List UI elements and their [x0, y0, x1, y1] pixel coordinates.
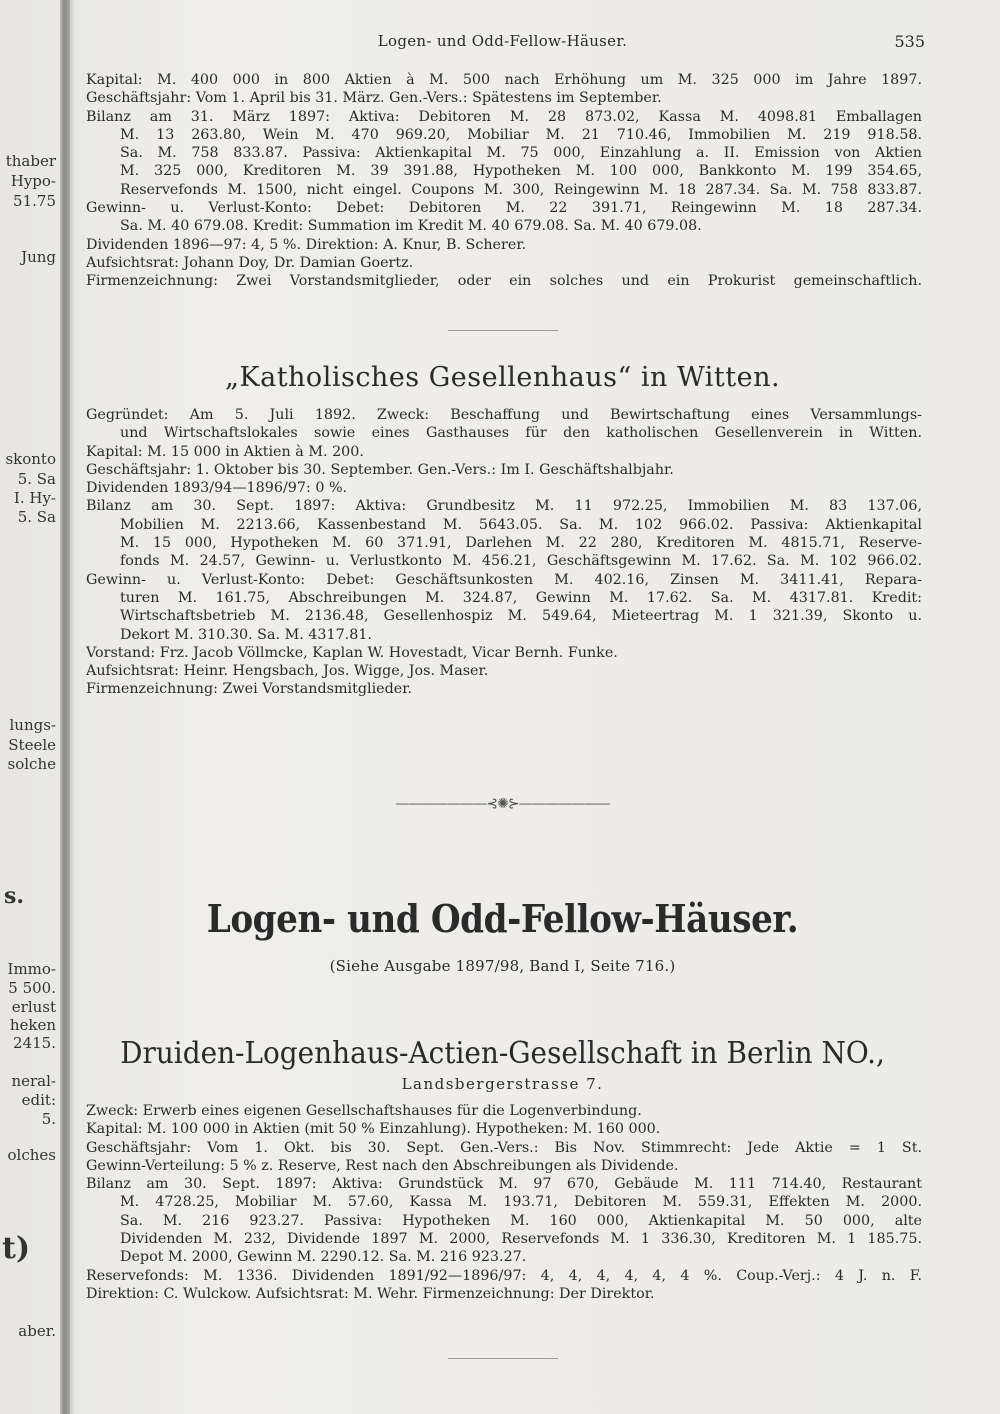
- text-line: Direktion: C. Wulckow. Aufsichtsrat: M. Wehr. Firmenzeichnung: Der Direktor.: [86, 1285, 655, 1302]
- book-gutter-shadow: [60, 0, 70, 1414]
- text-line: Dividenden 1893/94—1896/97: 0 %.: [86, 480, 348, 497]
- margin-fragment: erlust: [11, 998, 56, 1016]
- text-line: Depot M. 2000, Gewinn M. 2290.12. Sa. M. 216 923.27.: [120, 1249, 527, 1266]
- text-line: M. 325 000, Kreditoren M. 39 391.88, Hypotheken M. 100 000, Bankkonto M. 199 354.65,: [120, 163, 922, 180]
- text-line: Gewinn- u. Verlust-Konto: Debet: Geschäftsunkosten M. 402.16, Zinsen M. 3411.41, Repara-: [86, 571, 922, 588]
- margin-fragment: heken: [9, 1016, 56, 1034]
- text-line: Geschäftsjahr: Vom 1. Okt. bis 30. Sept. Gen.-Vers.: Bis Nov. Stimmrecht: Jede Aktie = 1 St.: [86, 1139, 922, 1156]
- text-line: Firmenzeichnung: Zwei Vorstandsmitglieder.: [86, 681, 413, 698]
- ornament-divider: ———————⊰✺⊱———————: [395, 796, 610, 812]
- margin-fragment: 2415.: [13, 1034, 56, 1052]
- text-line: Gegründet: Am 5. Juli 1892. Zweck: Beschaffung und Bewirtschaftung eines Versammlungs-: [86, 407, 922, 423]
- text-line: Firmenzeichnung: Zwei Vorstandsmitglieder, oder ein solches und ein Prokurist gemeinschaftlich.: [86, 273, 922, 290]
- margin-fragment: t): [2, 1231, 31, 1266]
- text-line: Sa. M. 216 923.27. Passiva: Hypotheken M. 160 000, Aktienkapital M. 50 000, alte: [120, 1212, 922, 1229]
- text-line: Geschäftsjahr: Vom 1. April bis 31. März. Gen.-Vers.: Spätestens im September.: [86, 90, 662, 107]
- text-line: Gewinn-Verteilung: 5 % z. Reserve, Rest nach den Abschreibungen als Dividende.: [86, 1157, 679, 1174]
- adjacent-page-fragment: [0, 0, 62, 1414]
- margin-fragment: lungs-: [9, 716, 56, 734]
- text-line: Vorstand: Frz. Jacob Völlmcke, Kaplan W. Hovestadt, Vicar Bernh. Funke.: [86, 644, 618, 661]
- text-line: Reservefonds M. 1500, nicht eingel. Coupons M. 300, Reingewinn M. 18 287.34. Sa. M. 758 833.87.: [120, 181, 922, 198]
- running-header: [80, 32, 925, 56]
- text-line: Kapital: M. 100 000 in Aktien (mit 50 % Einzahlung). Hypotheken: M. 160 000.: [86, 1121, 661, 1138]
- page-number: 535: [894, 32, 925, 51]
- margin-fragment: edit:: [21, 1091, 56, 1109]
- text-line: Bilanz am 30. Sept. 1897: Aktiva: Grundbesitz M. 11 972.25, Immobilien M. 83 137.06,: [86, 498, 922, 515]
- text-line: Sa. M. 40 679.08. Kredit: Summation im Kredit M. 40 679.08. Sa. M. 40 679.08.: [120, 218, 702, 235]
- text-line: Zweck: Erwerb eines eigenen Gesellschaftshauses für die Logenverbindung.: [86, 1103, 642, 1119]
- text-line: Bilanz am 31. März 1897: Aktiva: Debitoren M. 28 873.02, Kassa M. 4098.81 Emballagen: [86, 108, 922, 125]
- margin-fragment: solche: [7, 755, 56, 773]
- margin-fragment: 5 500.: [8, 979, 56, 997]
- druiden-entry: [86, 1102, 922, 1303]
- text-line: Dividenden M. 232, Dividende 1897 M. 2000, Reservefonds M. 1 336.30, Kreditoren M. 1 185.75.: [120, 1231, 922, 1248]
- margin-fragment: 5. Sa: [17, 470, 56, 488]
- margin-fragment: Hypo-: [10, 172, 56, 190]
- margin-fragment: s.: [4, 883, 25, 909]
- text-line: Aufsichtsrat: Johann Doy, Dr. Damian Goertz.: [86, 254, 414, 271]
- margin-fragment: Immo-: [7, 960, 56, 978]
- section-heading: Logen- und Odd-Fellow-Häuser.: [206, 896, 799, 941]
- margin-fragment: I. Hy-: [13, 489, 56, 507]
- text-line: Mobilien M. 2213.66, Kassenbestand M. 5643.05. Sa. M. 102 966.02. Passiva: Aktienkapital: [120, 516, 922, 533]
- section-note: (Siehe Ausgabe 1897/98, Band I, Seite 716.): [329, 957, 676, 975]
- text-line: Kapital: M. 400 000 in 800 Aktien à M. 500 nach Erhöhung um M. 325 000 im Jahre 1897.: [86, 72, 922, 88]
- book-gutter-highlight: [70, 0, 76, 1414]
- margin-fragment: 51.75: [13, 192, 56, 210]
- text-line: Sa. M. 758 833.87. Passiva: Aktienkapital M. 75 000, Einzahlung a. II. Emission von Aktien: [120, 145, 922, 162]
- text-line: Gewinn- u. Verlust-Konto: Debet: Debitoren M. 22 391.71, Reingewinn M. 18 287.34.: [86, 200, 922, 217]
- text-line: und Wirtschaftslokales sowie eines Gasthauses für den katholischen Gesellenverein in Witten.: [120, 425, 922, 442]
- divider-rule: [448, 330, 558, 331]
- margin-fragment: olches: [7, 1146, 56, 1164]
- text-line: Aufsichtsrat: Heinr. Hengsbach, Jos. Wigge, Jos. Maser.: [86, 663, 489, 680]
- text-line: Geschäftsjahr: 1. Oktober bis 30. September. Gen.-Vers.: Im I. Geschäftshalbjahr.: [86, 461, 674, 478]
- top-entry: [86, 71, 922, 291]
- margin-fragment: neral-: [11, 1072, 56, 1090]
- divider-rule: [448, 1358, 558, 1359]
- margin-fragment: 5. Sa: [17, 508, 56, 526]
- witten-entry: [86, 406, 922, 699]
- text-line: M. 15 000, Hypotheken M. 60 371.91, Darlehen M. 22 280, Kreditoren M. 4815.71, Reserve-: [120, 535, 922, 552]
- text-line: M. 4728.25, Mobiliar M. 57.60, Kassa M. 193.71, Debitoren M. 559.31, Effekten M. 2000.: [120, 1194, 922, 1211]
- text-line: Dividenden 1896—97: 4, 5 %. Direktion: A. Knur, B. Scherer.: [86, 236, 527, 253]
- text-line: M. 13 263.80, Wein M. 470 969.20, Mobiliar M. 21 710.46, Immobilien M. 219 918.58.: [120, 126, 922, 143]
- text-line: Bilanz am 30. Sept. 1897: Aktiva: Grundstück M. 97 670, Gebäude M. 111 714.40, Restaurant: [86, 1176, 922, 1193]
- margin-fragment: Jung: [21, 248, 56, 266]
- running-title: Logen- und Odd-Fellow-Häuser.: [377, 32, 628, 50]
- text-line: Kapital: M. 15 000 in Aktien à M. 200.: [86, 443, 364, 460]
- text-line: Wirtschaftsbetrieb M. 2136.48, Gesellenhospiz M. 549.64, Mieteertrag M. 1 321.39, Skonto u.: [120, 608, 922, 625]
- entry-title-druiden: Druiden-Logenhaus-Actien-Gesellschaft in Berlin NO.,: [120, 1036, 885, 1071]
- entry-title-witten: „Katholisches Gesellenhaus“ in Witten.: [224, 362, 781, 393]
- margin-fragment: Steele: [8, 736, 56, 754]
- margin-fragment: thaber: [5, 152, 56, 170]
- margin-fragment: skonto: [5, 450, 56, 468]
- text-line: Dekort M. 310.30. Sa. M. 4317.81.: [120, 626, 372, 643]
- text-line: turen M. 161.75, Abschreibungen M. 324.87, Gewinn M. 17.62. Sa. M. 4317.81. Kredit:: [120, 589, 922, 606]
- margin-fragment: aber.: [18, 1322, 56, 1340]
- text-line: fonds M. 24.57, Gewinn- u. Verlustkonto M. 456.21, Geschäftsgewinn M. 17.62. Sa. M. 102 966.02.: [120, 553, 922, 570]
- margin-fragment: 5.: [41, 1110, 56, 1128]
- entry-address: Landsbergerstrasse 7.: [401, 1075, 604, 1093]
- text-line: Reservefonds: M. 1336. Dividenden 1891/92—1896/97: 4, 4, 4, 4, 4, 4 %. Coup.-Verj.: 4 J. n. F.: [86, 1267, 922, 1284]
